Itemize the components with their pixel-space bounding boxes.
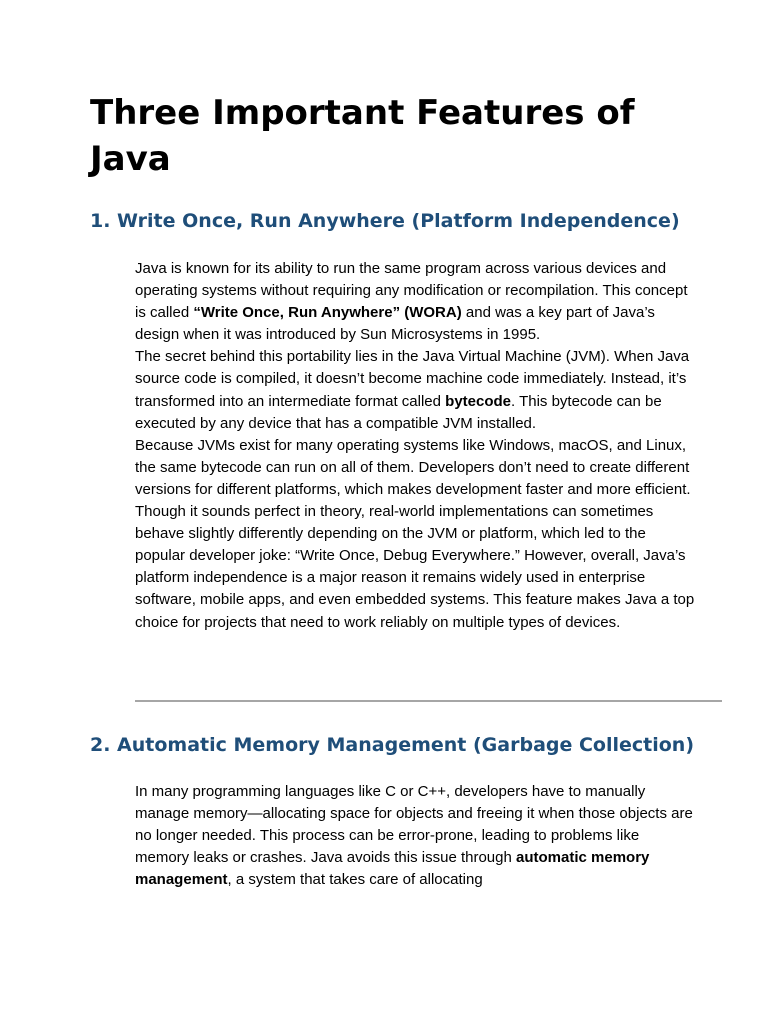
section-1-body	[135, 258, 695, 634]
memory-management-term: automatic memory management	[135, 849, 650, 889]
section-divider	[135, 700, 722, 702]
section-1-paragraph-2-text: The secret behind this portability lies in the Java Virtual Machine (JVM). When Java source code is compiled, it doesn’t become machine code immediately. Instead, it’s transformed into an intermediate format called	[135, 348, 690, 410]
section-2-paragraph-1-text-end: , a system that takes care of allocating	[227, 871, 483, 889]
bytecode-term: bytecode	[445, 392, 512, 410]
section-1-paragraph-1	[135, 258, 695, 346]
wora-term: “Write Once, Run Anywhere” (WORA)	[193, 304, 462, 322]
section-1-paragraph-2-text-end: . This bytecode can be executed by any device that has a compatible JVM installed.	[135, 392, 662, 432]
section-1-paragraph-1-text: Java is known for its ability to run the same program across various devices and operating systems without requiring any modification or recompilation. This concept is called	[135, 260, 688, 322]
section-1-paragraph-3: Because JVMs exist for many operating systems like Windows, macOS, and Linux, the same bytecode can run on all of them. Developers don’t need to create different versions for different platforms, which makes development faster and more efficient.	[135, 436, 691, 498]
section-2-paragraph-1	[135, 781, 695, 891]
section-1-paragraph-2	[135, 346, 695, 434]
section-1-paragraph-1-text-end: and was a key part of Java’s design when it was introduced by Sun Microsystems in 1995.	[135, 304, 655, 344]
section-1-paragraph-4: Though it sounds perfect in theory, real-world implementations can sometimes behave slightly differently depending on the JVM or platform, which led to the popular developer joke: “Write Once, Debug Everywhere.” However, overall, Java’s platform independence is a major reason it remains widely used in enterprise software, mobile apps, and even embedded systems. This feature makes Java a top choice for projects that need to work reliably on multiple types of devices.	[135, 503, 695, 631]
page-title: Three Important Features of Java	[90, 93, 635, 179]
section-2-paragraph-1-text: In many programming languages like C or C++, developers have to manually manage memory—allocating space for objects and freeing it when those objects are no longer needed. This process can be error-prone, leading to problems like memory leaks or crashes. Java avoids this issue through	[135, 783, 693, 867]
section-2-heading: 2. Automatic Memory Management (Garbage Collection)	[90, 734, 695, 756]
section-1-heading: 1. Write Once, Run Anywhere (Platform Independence)	[90, 210, 680, 232]
section-2-body	[135, 781, 695, 891]
